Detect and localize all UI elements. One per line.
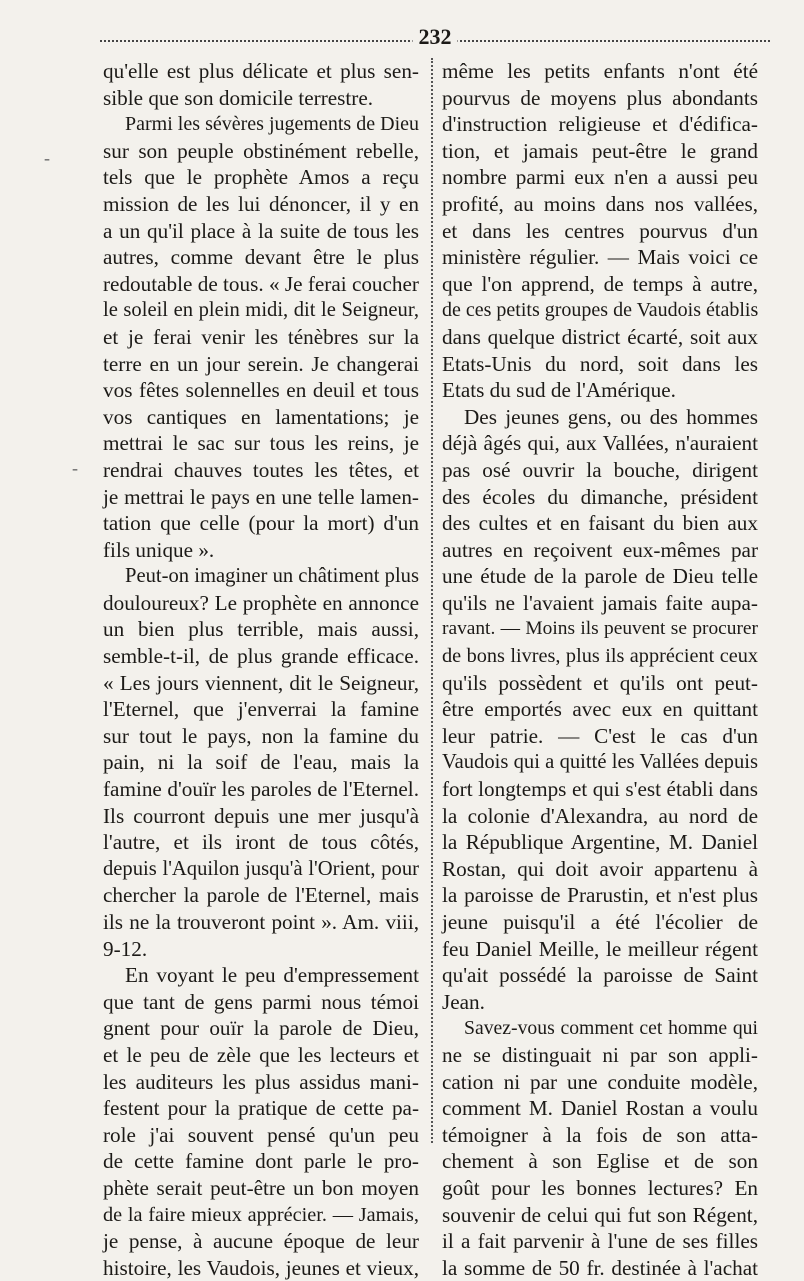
text-line: mettrai le sac sur tous les reins, je	[103, 431, 419, 456]
text-line: et dans les centres pourvus d'un	[442, 218, 758, 243]
text-line: qu'elle est plus délicate et plus sen-	[103, 59, 419, 83]
column-divider	[431, 58, 433, 1143]
text-line: rendrai chauves toutes les têtes, et	[103, 457, 419, 482]
text-line: semble-t-il, de plus grande efficace.	[103, 644, 419, 669]
margin-mark: -	[44, 148, 50, 168]
text-line: chercher la parole de l'Eternel, mais	[103, 883, 419, 908]
text-line: être emportés avec eux en quittant	[442, 697, 758, 722]
text-line: que tant de gens parmi nous témoi	[103, 989, 419, 1014]
text-line: l'Eternel, que j'enverrai la famine	[103, 697, 419, 722]
text-line: ne se distinguait ni par son appli-	[442, 1042, 758, 1067]
text-line: vos cantiques en lamentations; je	[103, 404, 419, 429]
text-line: feu Daniel Meille, le meilleur régent	[442, 936, 758, 961]
text-line: autres en reçoivent eux-mêmes par	[442, 537, 758, 562]
text-line: nombre parmi eux n'en a aussi peu	[442, 165, 758, 190]
text-line: autres, comme devant être le plus	[103, 245, 419, 270]
text-line: chement à son Eglise et de son	[442, 1149, 758, 1174]
text-line: sur son peuple obstinément rebelle,	[103, 138, 419, 163]
text-line: phète serait peut-être un bon moyen	[103, 1175, 419, 1200]
text-line: ministère régulier. — Mais voici ce	[442, 245, 758, 270]
text-line: un bien plus terrible, mais aussi,	[103, 617, 419, 642]
text-line: de cette famine dont parle le pro-	[103, 1149, 419, 1174]
text-line: qu'ait possédé la paroisse de Saint	[442, 963, 758, 988]
text-line: Des jeunes gens, ou des hommes	[464, 404, 758, 429]
left-text-column	[103, 58, 419, 1281]
text-line: qu'ils possèdent et qu'ils ont peut-	[442, 670, 758, 695]
text-line: une étude de la parole de Dieu telle	[442, 564, 758, 589]
text-line: de la faire mieux apprécier. — Jamais,	[103, 1203, 419, 1226]
text-line: Etats-Unis du nord, soit dans les	[442, 351, 758, 376]
text-line: Peut-on imaginer un châtiment plus	[125, 565, 419, 588]
text-line: même les petits enfants n'ont été	[442, 59, 758, 83]
text-line: terre en un jour serein. Je changerai	[103, 351, 419, 376]
text-line: souvenir de celui qui fut son Régent,	[442, 1202, 758, 1227]
text-line: la colonie d'Alexandra, au nord de	[442, 803, 758, 828]
text-line: comment M. Daniel Rostan a voulu	[442, 1096, 758, 1121]
text-line: qu'ils ne l'avaient jamais faite aupa-	[442, 590, 758, 615]
text-line: sur tout le pays, non la famine du	[103, 723, 419, 748]
text-line: gnent pour ouïr la parole de Dieu,	[103, 1016, 419, 1041]
text-line: d'instruction religieuse et d'édifica-	[442, 112, 758, 137]
text-line: mission de les lui dénoncer, il y en	[103, 191, 419, 216]
text-line: goût pour les bonnes lectures? En	[442, 1175, 758, 1200]
text-line: je pense, à aucune époque de leur	[103, 1229, 419, 1254]
text-line: la République Argentine, M. Daniel	[442, 830, 758, 855]
text-line: des cultes et en faisant du bien aux	[442, 511, 758, 536]
text-line: ils ne la trouveront point ». Am. viii,	[103, 910, 419, 934]
text-line: fort longtemps et qui s'est établi dans	[442, 777, 758, 802]
text-line: témoigner à la fois de son atta-	[442, 1122, 758, 1147]
text-line: Jean.	[442, 989, 485, 1014]
text-line: famine d'ouïr les paroles de l'Eternel.	[103, 777, 419, 802]
text-line: fils unique ».	[103, 537, 215, 562]
text-line: déjà âgés qui, aux Vallées, n'auraient	[442, 431, 758, 456]
text-line: les auditeurs les plus assidus mani-	[103, 1069, 419, 1094]
right-text-column	[442, 58, 758, 1281]
text-line: Rostan, qui doit avoir appartenu à	[442, 856, 758, 881]
text-line: il a fait parvenir à l'une de ses filles	[442, 1229, 758, 1254]
text-line: Savez-vous comment cet homme qui	[464, 1017, 758, 1040]
text-line: redoutable de tous. « Je ferai coucher	[103, 271, 419, 296]
text-line: leur patrie. — C'est le cas d'un	[442, 723, 758, 748]
margin-mark: -	[72, 458, 78, 478]
text-line: pas osé ouvrir la bouche, dirigent	[442, 457, 758, 482]
text-line: dans quelque district écarté, soit aux	[442, 324, 758, 349]
text-line: de ces petits groupes de Vaudois établis	[442, 299, 759, 322]
text-line: depuis l'Aquilon jusqu'à l'Orient, pour	[103, 857, 419, 880]
text-line: l'autre, et ils iront de tous côtés,	[103, 830, 419, 855]
text-line: festent pour la pratique de cette pa-	[103, 1096, 419, 1121]
text-line: des écoles du dimanche, président	[442, 484, 758, 509]
text-line: Etats du sud de l'Amérique.	[442, 378, 676, 403]
text-line: vos fêtes solennelles en deuil et tous	[103, 378, 419, 403]
text-line: tion, et jamais peut-être le grand	[442, 138, 758, 163]
text-line: et le peu de zèle que les lecteurs et	[103, 1042, 419, 1067]
text-line: douloureux? Le prophète en annonce	[103, 590, 419, 615]
text-line: de bons livres, plus ils apprécient ceux	[442, 645, 758, 668]
text-line: ravant. — Moins ils peuvent se procurer	[442, 618, 758, 640]
page-header	[100, 20, 770, 54]
text-line: et je ferai venir les ténèbres sur la	[103, 324, 419, 349]
text-line: 9-12.	[103, 936, 148, 961]
text-line: role j'ai souvent pensé qu'un peu	[103, 1122, 419, 1147]
text-line: histoire, les Vaudois, jeunes et vieux,	[103, 1255, 419, 1280]
text-line: jeune puisqu'il a été l'écolier de	[442, 910, 758, 934]
text-line: cation ni par une conduite modèle,	[442, 1069, 758, 1094]
text-line: Parmi les sévères jugements de Dieu	[125, 113, 419, 136]
text-line: la somme de 50 fr. destinée à l'achat	[442, 1255, 758, 1280]
text-line: Vaudois qui a quitté les Vallées depuis	[442, 751, 758, 774]
text-line: que l'on apprend, de temps à autre,	[442, 271, 758, 296]
text-line: la paroisse de Prarustin, et n'est plus	[442, 883, 758, 908]
text-line: pourvus de moyens plus abondants	[442, 85, 758, 110]
text-line: profité, au moins dans nos vallées,	[442, 191, 758, 216]
text-line: tels que le prophète Amos a reçu	[103, 165, 419, 190]
text-line: sible que son domicile terrestre.	[103, 85, 374, 110]
text-line: pain, ni la soif de l'eau, mais la	[103, 750, 419, 775]
text-line: a un qu'il place à la suite de tous les	[103, 218, 419, 243]
text-line: le soleil en plein midi, dit le Seigneur,	[103, 299, 419, 322]
text-line: Ils courront depuis une mer jusqu'à	[103, 803, 419, 828]
text-line: En voyant le peu d'empressement	[125, 963, 419, 988]
text-line: « Les jours viennent, dit le Seigneur,	[103, 670, 419, 695]
text-line: je mettrai le pays en une telle lamen-	[103, 484, 419, 509]
text-line: tation que celle (pour la mort) d'un	[103, 511, 419, 536]
page-number: 232	[413, 24, 458, 50]
